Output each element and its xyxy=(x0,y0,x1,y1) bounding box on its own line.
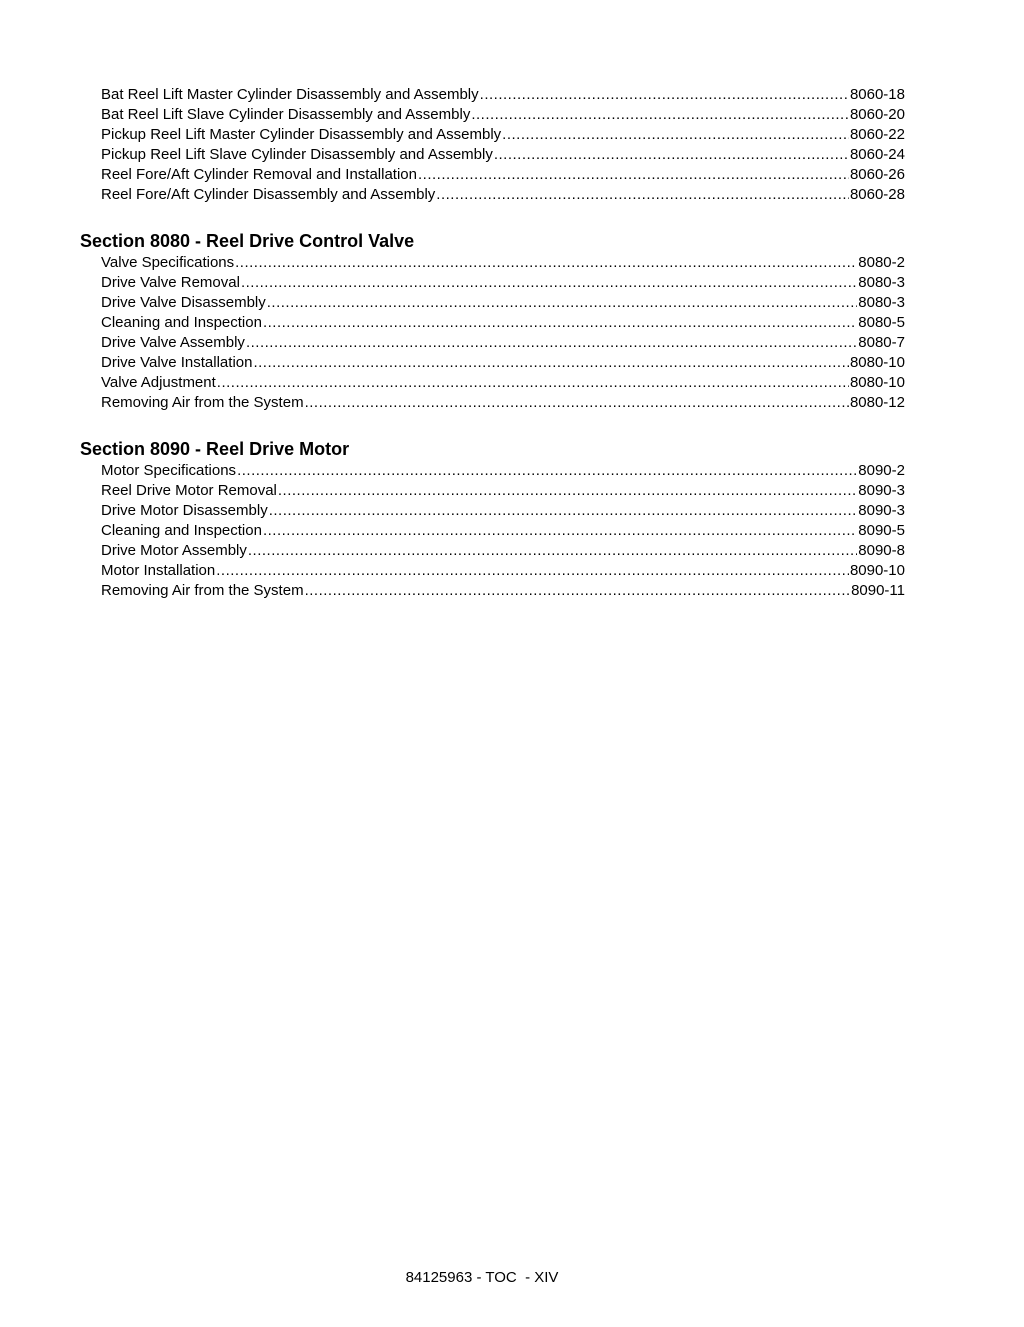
toc-entry-page: 8080-3 xyxy=(858,294,905,311)
toc-entry-page: 8090-5 xyxy=(858,522,905,539)
toc-entry-title: Reel Fore/Aft Cylinder Disassembly and Assembly xyxy=(101,186,436,203)
toc-entry-title: Drive Motor Assembly xyxy=(101,542,247,559)
toc-entry-title: Motor Specifications xyxy=(101,462,237,479)
toc-entry-title: Removing Air from the System xyxy=(101,582,304,599)
toc-entry-page: 8080-12 xyxy=(849,394,905,411)
toc-entry-page: 8060-28 xyxy=(849,186,905,203)
dot-leader xyxy=(471,105,849,125)
toc-entry xyxy=(101,273,905,293)
toc-entry xyxy=(101,521,905,541)
toc-entry-page: 8080-7 xyxy=(858,334,905,351)
dot-leader xyxy=(418,165,849,185)
dot-leader xyxy=(278,481,857,501)
toc-entry-list xyxy=(80,253,905,413)
dot-leader xyxy=(253,353,848,373)
dot-leader xyxy=(235,253,857,273)
toc-entry xyxy=(101,253,905,273)
toc-entry xyxy=(101,393,905,413)
toc-entry xyxy=(101,125,905,145)
toc-entry-page: 8090-10 xyxy=(849,562,905,579)
dot-leader xyxy=(217,373,849,393)
toc-entry xyxy=(101,145,905,165)
toc-entry-title: Valve Adjustment xyxy=(101,374,216,391)
toc-entry-title: Pickup Reel Lift Slave Cylinder Disassembly and Assembly xyxy=(101,146,493,163)
toc-entry-page: 8090-8 xyxy=(858,542,905,559)
toc-entry xyxy=(101,165,905,185)
section-8080-group xyxy=(80,229,905,413)
dot-leader xyxy=(480,85,849,105)
toc-entry xyxy=(101,541,905,561)
dot-leader xyxy=(502,125,849,145)
toc-entry-page: 8090-11 xyxy=(851,582,905,599)
toc-entry xyxy=(101,373,905,393)
toc-entry xyxy=(101,461,905,481)
toc-entry-title: Reel Drive Motor Removal xyxy=(101,482,277,499)
toc-entry-page: 8090-3 xyxy=(858,502,905,519)
toc-entry-title: Motor Installation xyxy=(101,562,216,579)
dot-leader xyxy=(216,561,849,581)
toc-entry-title: Bat Reel Lift Slave Cylinder Disassembly and Assembly xyxy=(101,106,471,123)
toc-entry-page: 8060-22 xyxy=(849,126,905,143)
toc-entry xyxy=(101,185,905,205)
toc-entry-title: Drive Valve Assembly xyxy=(101,334,245,351)
toc-entry xyxy=(101,293,905,313)
toc-entry-title: Removing Air from the System xyxy=(101,394,304,411)
toc-entry xyxy=(101,85,905,105)
section-8090-group xyxy=(80,437,905,601)
dot-leader xyxy=(494,145,849,165)
dot-leader xyxy=(305,393,849,413)
section-heading: Section 8080 - Reel Drive Control Valve xyxy=(80,231,415,251)
dot-leader xyxy=(305,581,850,601)
dot-leader xyxy=(436,185,849,205)
toc-entry-title: Drive Motor Disassembly xyxy=(101,502,268,519)
toc-entry-page: 8080-5 xyxy=(858,314,905,331)
toc-entry-page: 8060-20 xyxy=(849,106,905,123)
dot-leader xyxy=(263,521,857,541)
toc-entry-title: Pickup Reel Lift Master Cylinder Disassembly and Assembly xyxy=(101,126,502,143)
toc-entry-title: Drive Valve Disassembly xyxy=(101,294,266,311)
section-heading: Section 8090 - Reel Drive Motor xyxy=(80,439,350,459)
toc-continued-group xyxy=(80,85,905,205)
toc-entry-list xyxy=(80,461,905,601)
dot-leader xyxy=(241,273,857,293)
dot-leader xyxy=(267,293,858,313)
toc-entry-title: Valve Specifications xyxy=(101,254,235,271)
toc-entry xyxy=(101,105,905,125)
dot-leader xyxy=(269,501,858,521)
toc-entry-title: Cleaning and Inspection xyxy=(101,522,262,539)
toc-entry-page: 8060-24 xyxy=(849,146,905,163)
toc-entry xyxy=(101,481,905,501)
toc-entry-title: Drive Valve Removal xyxy=(101,274,240,291)
toc-entry xyxy=(101,501,905,521)
toc-entry-page: 8090-3 xyxy=(858,482,905,499)
toc-entry-title: Reel Fore/Aft Cylinder Removal and Installation xyxy=(101,166,417,183)
toc-entry-page: 8090-2 xyxy=(858,462,905,479)
dot-leader xyxy=(246,333,857,353)
toc-entry-title: Cleaning and Inspection xyxy=(101,314,262,331)
toc-entry xyxy=(101,581,905,601)
toc-entry xyxy=(101,313,905,333)
dot-leader xyxy=(237,461,857,481)
toc-entry xyxy=(101,561,905,581)
toc-entry-page: 8080-10 xyxy=(849,374,905,391)
toc-entry-page: 8060-18 xyxy=(849,86,905,103)
toc-entry-page: 8080-10 xyxy=(849,354,905,371)
toc-entry xyxy=(101,333,905,353)
toc-entry xyxy=(101,353,905,373)
dot-leader xyxy=(248,541,857,561)
toc-entry-title: Bat Reel Lift Master Cylinder Disassembly and Assembly xyxy=(101,86,479,103)
dot-leader xyxy=(263,313,857,333)
toc-entry-title: Drive Valve Installation xyxy=(101,354,253,371)
page-footer: 84125963 - TOC - XIV xyxy=(405,1269,559,1286)
toc-entry-page: 8060-26 xyxy=(849,166,905,183)
toc-entry-page: 8080-3 xyxy=(858,274,905,291)
toc-entry-page: 8080-2 xyxy=(858,254,905,271)
toc-entry-list xyxy=(80,85,905,205)
